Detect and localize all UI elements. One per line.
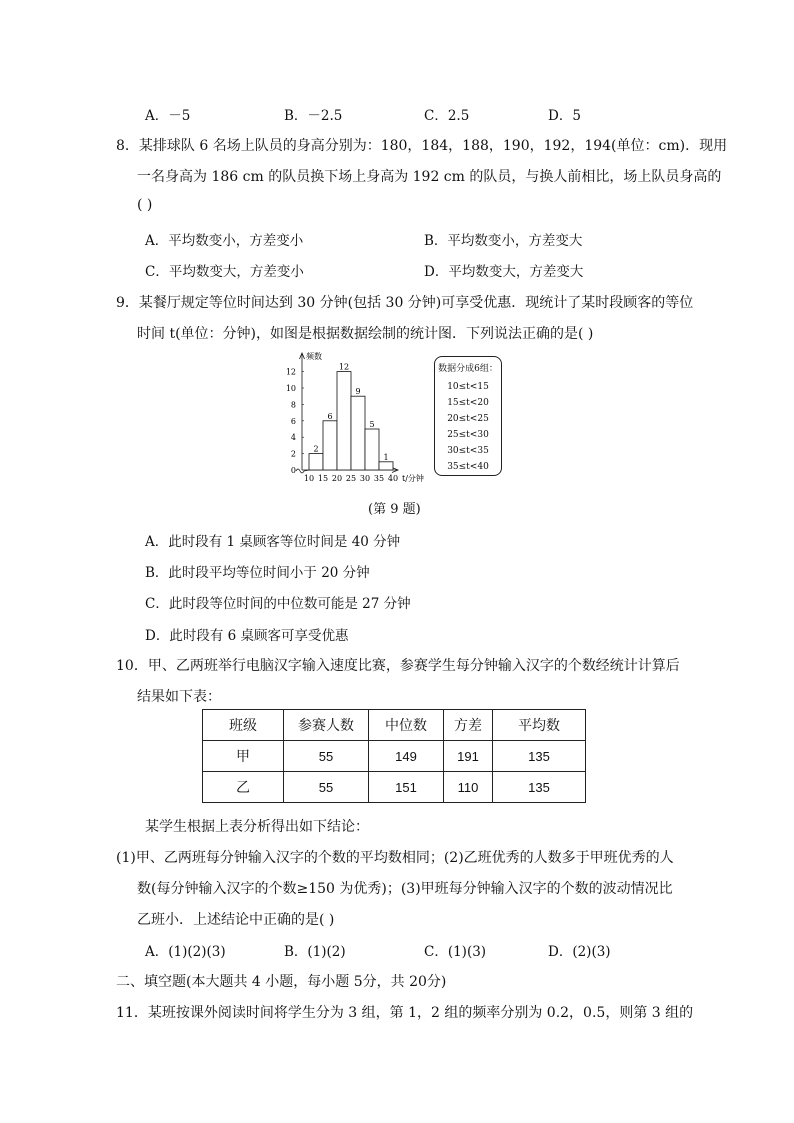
table-row	[203, 772, 586, 803]
legend-item: 10≤t<15	[447, 382, 489, 392]
x-tick-label: 10	[303, 474, 315, 483]
y-tick-label: 8	[290, 400, 296, 410]
q10-conclusion-line-3: 乙班小．上述结论中正确的是( )	[137, 912, 335, 928]
q10-option-d: D．(2)(3)	[548, 944, 611, 960]
table-cell: 55	[284, 772, 369, 803]
q9-option-b: B．此时段平均等位时间小于 20 分钟	[145, 565, 370, 581]
q10-option-a: A．(1)(2)(3)	[145, 944, 226, 960]
results-table	[202, 709, 586, 803]
histogram-bar	[379, 462, 393, 470]
legend-title: 数据分成6组：	[438, 364, 498, 374]
q10-option-c: C．(1)(3)	[424, 944, 487, 960]
q7-option-c: C．2.5	[424, 108, 470, 124]
bar-value-label: 1	[383, 452, 389, 462]
y-tick-label: 2	[290, 449, 296, 459]
table-header: 班级	[203, 710, 284, 741]
q8-option-c: C．平均数变大，方差变小	[145, 264, 304, 280]
table-cell: 135	[493, 772, 586, 803]
q10-option-b: B．(1)(2)	[284, 944, 346, 960]
q8-option-b: B．平均数变小，方差变大	[424, 233, 583, 249]
y-tick-label: 4	[290, 433, 296, 443]
q10-line-2: 结果如下表：	[137, 689, 221, 705]
q8-option-d: D．平均数变大，方差变大	[424, 264, 584, 280]
histogram-bar	[309, 454, 323, 470]
q10-analysis-intro: 某学生根据上表分析得出如下结论：	[145, 819, 369, 835]
table-cell: 110	[444, 772, 493, 803]
table-header: 参赛人数	[284, 710, 369, 741]
q10-conclusion-line-1: (1)甲、乙两班每分钟输入汉字的个数的平均数相同；(2)乙班优秀的人数多于甲班优秀的人	[116, 850, 674, 866]
table-cell: 191	[444, 741, 493, 772]
bar-value-label: 9	[355, 387, 361, 397]
bar-value-label: 5	[369, 420, 375, 429]
table-header: 中位数	[369, 710, 444, 741]
table-cell: 149	[369, 741, 444, 772]
x-tick-label: 40	[387, 474, 399, 483]
q10-line-1: 10．甲、乙两班举行电脑汉字输入速度比赛，参赛学生每分钟输入汉字的个数经统计计算后	[116, 658, 680, 674]
table-header: 平均数	[493, 710, 586, 741]
q10-conclusion-line-2: 数(每分钟输入汉字的个数≥150 为优秀)；(3)甲班每分钟输入汉字的个数的波动情况比	[137, 881, 673, 897]
y-tick-label: 10	[285, 384, 296, 393]
q8-option-a: A．平均数变小，方差变小	[145, 233, 304, 249]
histogram-chart	[282, 346, 432, 488]
histogram-bar	[323, 421, 337, 470]
table-cell: 甲	[203, 741, 284, 772]
histogram-bar	[351, 396, 365, 470]
bar-value-label: 2	[313, 444, 319, 454]
q9-option-a: A．此时段有 1 桌顾客等位时间是 40 分钟	[145, 534, 401, 550]
q7-option-b: B．－2.5	[284, 108, 343, 124]
y-tick-label: 0	[290, 466, 296, 475]
histogram-bar	[365, 429, 379, 470]
table-cell: 135	[493, 741, 586, 772]
table-header: 方差	[444, 710, 493, 741]
y-axis-label: 频数	[306, 352, 322, 361]
bar-value-label: 6	[327, 411, 333, 421]
x-tick-label: 15	[317, 474, 329, 483]
q9-line-1: 9．某餐厅规定等位时间达到 30 分钟(包括 30 分钟)可享受优惠．现统计了某时段顾客的等位	[116, 295, 694, 311]
legend-item: 30≤t<35	[447, 446, 489, 456]
q8-line-2: 一名身高为 186 cm 的队员换下场上身高为 192 cm 的队员，与换人前相比，场上队员身高的	[137, 169, 722, 185]
q9-caption: (第 9 题)	[368, 502, 421, 517]
q7-option-d: D．5	[548, 108, 581, 124]
table-header-row	[203, 710, 586, 741]
table-cell: 55	[284, 741, 369, 772]
x-tick-label: 35	[373, 474, 385, 483]
q9-legend-box	[434, 356, 502, 476]
x-tick-label: 20	[331, 474, 343, 483]
y-tick-label: 12	[285, 367, 296, 377]
x-axis-label: t/分钟	[402, 474, 424, 483]
legend-item: 25≤t<30	[447, 430, 489, 440]
q9-option-d: D．此时段有 6 桌顾客可享受优惠	[145, 628, 349, 644]
bar-value-label: 12	[338, 362, 350, 372]
table-row	[203, 741, 586, 772]
y-tick-label: 6	[290, 416, 296, 426]
table-cell: 乙	[203, 772, 284, 803]
legend-item: 20≤t<25	[447, 414, 489, 424]
q9-option-c: C．此时段等位时间的中位数可能是 27 分钟	[145, 596, 411, 612]
legend-item: 15≤t<20	[447, 398, 489, 408]
legend-item: 35≤t<40	[447, 462, 489, 472]
q9-line-2: 时间 t(单位：分钟)，如图是根据数据绘制的统计图．下列说法正确的是( )	[137, 326, 594, 342]
q8-line-3: ( )	[137, 197, 153, 213]
x-tick-label: 25	[345, 474, 357, 483]
table-cell: 151	[369, 772, 444, 803]
x-tick-label: 30	[359, 474, 371, 483]
q11-line-1: 11．某班按课外阅读时间将学生分为 3 组，第 1，2 组的频率分别为 0.2，0.5，则第 3 组的	[116, 1005, 694, 1021]
section-2-heading: 二、填空题(本大题共 4 小题，每小题 5分，共 20分)	[116, 974, 447, 990]
q7-option-a: A．－5	[145, 108, 191, 124]
histogram-bar	[337, 372, 351, 470]
q8-line-1: 8．某排球队 6 名场上队员的身高分别为：180，184，188，190，192，194(单位：cm)．现用	[116, 138, 728, 154]
